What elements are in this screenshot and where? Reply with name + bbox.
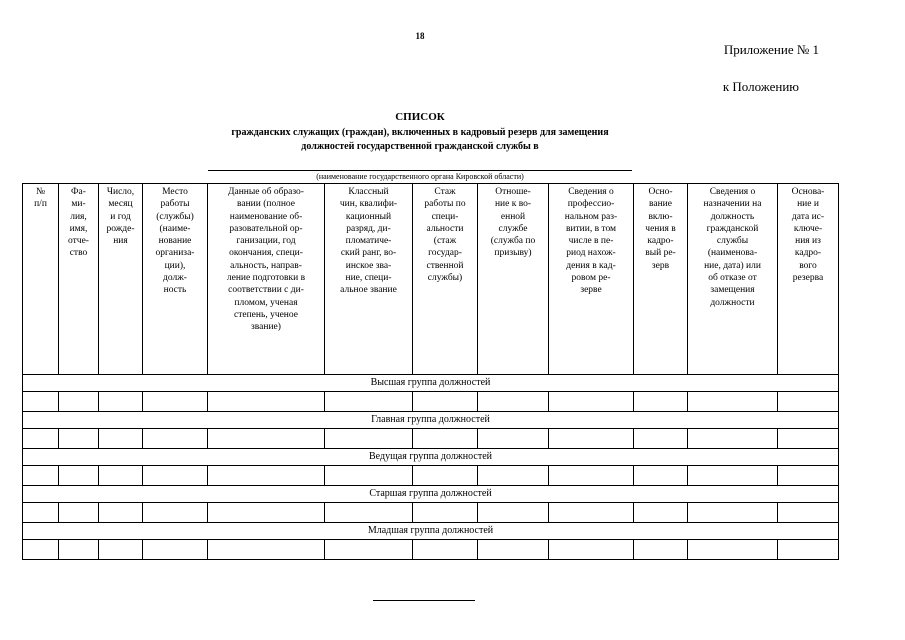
table-cell [413, 466, 478, 486]
table-cell [688, 540, 778, 560]
table-cell [413, 392, 478, 412]
table-cell [778, 540, 839, 560]
table-cell [549, 466, 634, 486]
column-header-label: Сведения о назначении на должность гражданской службы (наименова- ние, дата) или об отказе от замещения должности [703, 187, 762, 308]
column-header-6 [325, 184, 413, 375]
table-row [23, 466, 839, 486]
column-header-label: Сведения о профессио- нальном раз- витии, в том числе в пе- риод нахож- дения в кад- ровом ре- зерве [564, 187, 618, 296]
organ-name-caption: (наименование государственного органа Кировской области) [316, 172, 524, 181]
group-row [23, 449, 839, 466]
column-header-label: Стаж работы по специ- альности (стаж государ- ственной службы) [424, 187, 466, 284]
group-heading: Главная группа должностей [23, 412, 839, 429]
table-cell [23, 503, 59, 523]
table-body [23, 375, 839, 560]
table-cell [59, 466, 99, 486]
group-heading: Старшая группа должностей [23, 486, 839, 503]
column-header-label: Отноше- ние к во- енной службе (служба по призыву) [490, 187, 536, 259]
column-header-label: Осно- вание вклю- чения в кадро- вый ре- зерв [645, 187, 676, 271]
table-cell [634, 466, 688, 486]
table-cell [478, 466, 549, 486]
group-row [23, 486, 839, 503]
table-cell [549, 540, 634, 560]
table-cell [59, 429, 99, 449]
table-cell [549, 429, 634, 449]
column-header-label: № п/п [34, 187, 47, 210]
table-cell [688, 466, 778, 486]
table-row [23, 503, 839, 523]
page-number: 18 [415, 31, 425, 41]
table-cell [478, 503, 549, 523]
table-cell [478, 429, 549, 449]
table-cell [634, 392, 688, 412]
column-header-7 [413, 184, 478, 375]
group-heading: Ведущая группа должностей [23, 449, 839, 466]
table-cell [634, 503, 688, 523]
table-cell [325, 503, 413, 523]
column-header-label: Место работы (службы) (наиме- нование организа- ции), долж- ность [155, 187, 195, 296]
organ-name-blank-line [208, 170, 632, 171]
group-row [23, 523, 839, 540]
table-cell [688, 429, 778, 449]
subtitle-line-2: должностей государственной гражданской службы в [301, 141, 539, 152]
table-cell [634, 429, 688, 449]
document-title: СПИСОК [395, 111, 445, 123]
footer-line [373, 600, 475, 601]
table-cell [23, 429, 59, 449]
table-cell [208, 466, 325, 486]
table-cell [99, 466, 143, 486]
table-cell [143, 392, 208, 412]
table-cell [413, 429, 478, 449]
column-header-12 [778, 184, 839, 375]
column-header-3 [99, 184, 143, 375]
group-heading: Высшая группа должностей [23, 375, 839, 392]
table-cell [99, 503, 143, 523]
column-header-label: Классный чин, квалифи- кационный разряд, ди- пломатиче- ский ранг, во- инское зва- ние, специ- альное звание [339, 187, 398, 296]
table-cell [99, 392, 143, 412]
table-cell [208, 503, 325, 523]
column-header-1 [23, 184, 59, 375]
table-cell [99, 540, 143, 560]
document-subtitle [0, 126, 840, 154]
column-header-4 [143, 184, 208, 375]
table-cell [325, 392, 413, 412]
table-cell [59, 503, 99, 523]
table-cell [143, 540, 208, 560]
table-cell [59, 540, 99, 560]
subtitle-line-1: гражданских служащих (граждан), включенных в кадровый резерв для замещения [231, 127, 609, 138]
column-header-label: Фа- ми- лия, имя, отче- ство [68, 187, 89, 259]
table-cell [778, 466, 839, 486]
table-cell [59, 392, 99, 412]
table-row [23, 540, 839, 560]
table-cell [413, 503, 478, 523]
column-header-label: Число, месяц и год рожде- ния [106, 187, 135, 247]
table-cell [143, 429, 208, 449]
table-cell [99, 429, 143, 449]
column-header-label: Данные об образо- вании (полное наименование об- разовательной ор- ганизации, год окончания, специ- альность, направ- ление подготовки в соответствии с ди- пломом, ученая степень, ученое звание) [226, 187, 306, 333]
table-cell [478, 392, 549, 412]
group-row [23, 412, 839, 429]
table-cell [549, 503, 634, 523]
table-cell [23, 392, 59, 412]
column-header-10 [634, 184, 688, 375]
column-header-9 [549, 184, 634, 375]
table-row [23, 392, 839, 412]
table-cell [688, 503, 778, 523]
table-cell [325, 540, 413, 560]
appendix-reference: к Положению [722, 79, 799, 94]
table-cell [208, 429, 325, 449]
column-header-label: Основа- ние и дата ис- ключе- ния из кадро- вого резерва [791, 187, 825, 284]
table-cell [325, 466, 413, 486]
column-header-5 [208, 184, 325, 375]
table-cell [549, 392, 634, 412]
table-cell [23, 466, 59, 486]
table-cell [413, 540, 478, 560]
table-header-row [23, 184, 839, 375]
table-cell [478, 540, 549, 560]
column-header-2 [59, 184, 99, 375]
group-row [23, 375, 839, 392]
reserve-table [22, 183, 839, 560]
table-cell [778, 429, 839, 449]
column-header-8 [478, 184, 549, 375]
table-cell [208, 540, 325, 560]
table-cell [23, 540, 59, 560]
table-cell [208, 392, 325, 412]
table-cell [778, 503, 839, 523]
table-cell [688, 392, 778, 412]
group-heading: Младшая группа должностей [23, 523, 839, 540]
appendix-label: Приложение № 1 [723, 42, 819, 57]
table-cell [778, 392, 839, 412]
table-row [23, 429, 839, 449]
table-cell [634, 540, 688, 560]
table-cell [325, 429, 413, 449]
table-cell [143, 466, 208, 486]
table-cell [143, 503, 208, 523]
column-header-11 [688, 184, 778, 375]
